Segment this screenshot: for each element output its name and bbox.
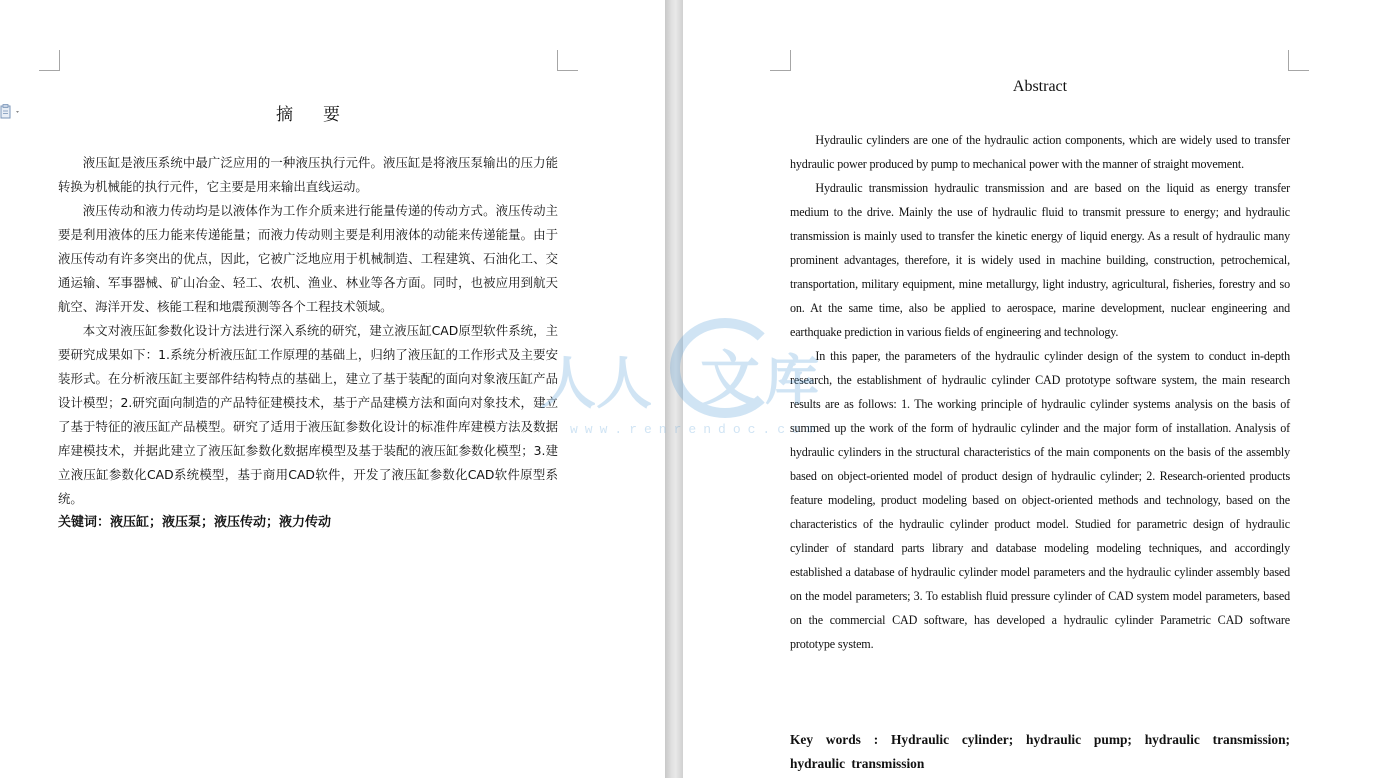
watermark-char: 人 <box>596 352 652 417</box>
keywords: 关键词：液压缸；液压泵；液压传动；液力传动 <box>58 515 332 530</box>
paragraph: 液压缸是液压系统中最广泛应用的一种液压执行元件。液压缸是将液压泵输出的压力能转换为机械能的执行元件，它主要是用来输出直线运动。 <box>58 155 558 194</box>
page-english-abstract <box>683 0 1377 778</box>
page-title: Abstract <box>1012 78 1068 95</box>
watermark-char: 文 <box>700 345 760 415</box>
watermark-char: 人 <box>540 352 596 417</box>
paragraph: In this paper, the parameters of the hydraulic cylinder design of the system to conduct in-depth research, the establishment of hydraulic cylinder CAD prototype software system, the main research results are as follows: 1. The working principle of hydraulic cylinder systems analysis on the basis of summed up the work of the form of hydraulic cylinder and the major form of installation. Analysis of hydraulic cylinders in the structural characteristics of the main components on the basis of the assembly based on object-oriented model of product design of hydraulic cylinder; 2. Research-oriented products feature modeling, product modeling based on object-oriented methods and technology, based on the characteristics of the hydraulic cylinder product model. Studied for parametric design of hydraulic cylinder of standard parts library and database modeling modeling techniques, and accordingly established a database of hydraulic cylinder model parameters and the hydraulic cylinder assembly based on the model parameters; 3. To establish fluid pressure cylinder of CAD system model parameters, based on the commercial CAD software, has developed a hydraulic cylinder Parametric CAD software prototype system. <box>790 349 1290 651</box>
crop-mark-top-left <box>770 50 791 71</box>
english-abstract-body <box>790 128 1290 656</box>
chinese-abstract-body <box>58 151 558 511</box>
page-chinese-abstract <box>0 0 665 778</box>
watermark-char: 库 <box>765 349 819 412</box>
paragraph: Hydraulic cylinders are one of the hydraulic action components, which are widely used to transfer hydraulic power produced by pump to mechanical power with the manner of straight movement. <box>790 133 1290 171</box>
crop-mark-top-right <box>557 50 578 71</box>
page-gutter <box>665 0 683 778</box>
crop-mark-top-right <box>1288 50 1309 71</box>
keywords: Key words : Hydraulic cylinder; hydraulic pump; hydraulic transmission; hydraulic transmission <box>790 732 1290 771</box>
paste-options-icon[interactable] <box>0 104 22 120</box>
page-title: 摘要 <box>276 105 370 125</box>
crop-mark-top-left <box>39 50 60 71</box>
paragraph: 液压传动和液力传动均是以液体作为工作介质来进行能量传递的传动方式。液压传动主要是利用液体的压力能来传递能量；而液力传动则主要是利用液体的动能来传递能量。由于液压传动有许多突出的优点，因此，它被广泛地应用于机械制造、工程建筑、石油化工、交通运输、军事器械、矿山冶金、轻工、农机、渔业、林业等各方面。同时，也被应用到航天航空、海洋开发、核能工程和地震预测等各个工程技术领域。 <box>58 203 558 314</box>
watermark-url: www.renrendoc.com <box>570 422 822 437</box>
paragraph: 本文对液压缸参数化设计方法进行深入系统的研究，建立液压缸CAD原型软件系统，主要研究成果如下：1.系统分析液压缸工作原理的基础上，归纳了液压缸的工作形式及主要安装形式。在分析液压缸主要部件结构特点的基础上，建立了基于装配的面向对象液压缸产品设计模型；2.研究面向制造的产品特征建模技术，基于产品建模方法和面向对象技术，建立了基于特征的液压缸产品模型。研究了适用于液压缸参数化设计的标准件库建模方法及数据库建模技术，并据此建立了液压缸参数化数据库模型及基于装配的液压缸参数化模型；3.建立液压缸参数化CAD系统模型，基于商用CAD软件，开发了液压缸参数化CAD软件原型系统。 <box>58 323 558 506</box>
paragraph: Hydraulic transmission hydraulic transmission and are based on the liquid as energy transfer medium to the drive. Mainly the use of hydraulic fluid to transmit pressure to energy; and hydraulic transmission is mainly used to transfer the kinetic energy of liquid energy. As a result of hydraulic many prominent advantages, therefore, it is widely used in machine building, construction, petrochemical, transportation, military equipment, mine metallurgy, light industry, agricultural, fisheries, forestry and so on. At the same time, also be applied to aerospace, marine development, nuclear engineering and earthquake prediction in various fields of engineering and technology. <box>790 181 1290 339</box>
